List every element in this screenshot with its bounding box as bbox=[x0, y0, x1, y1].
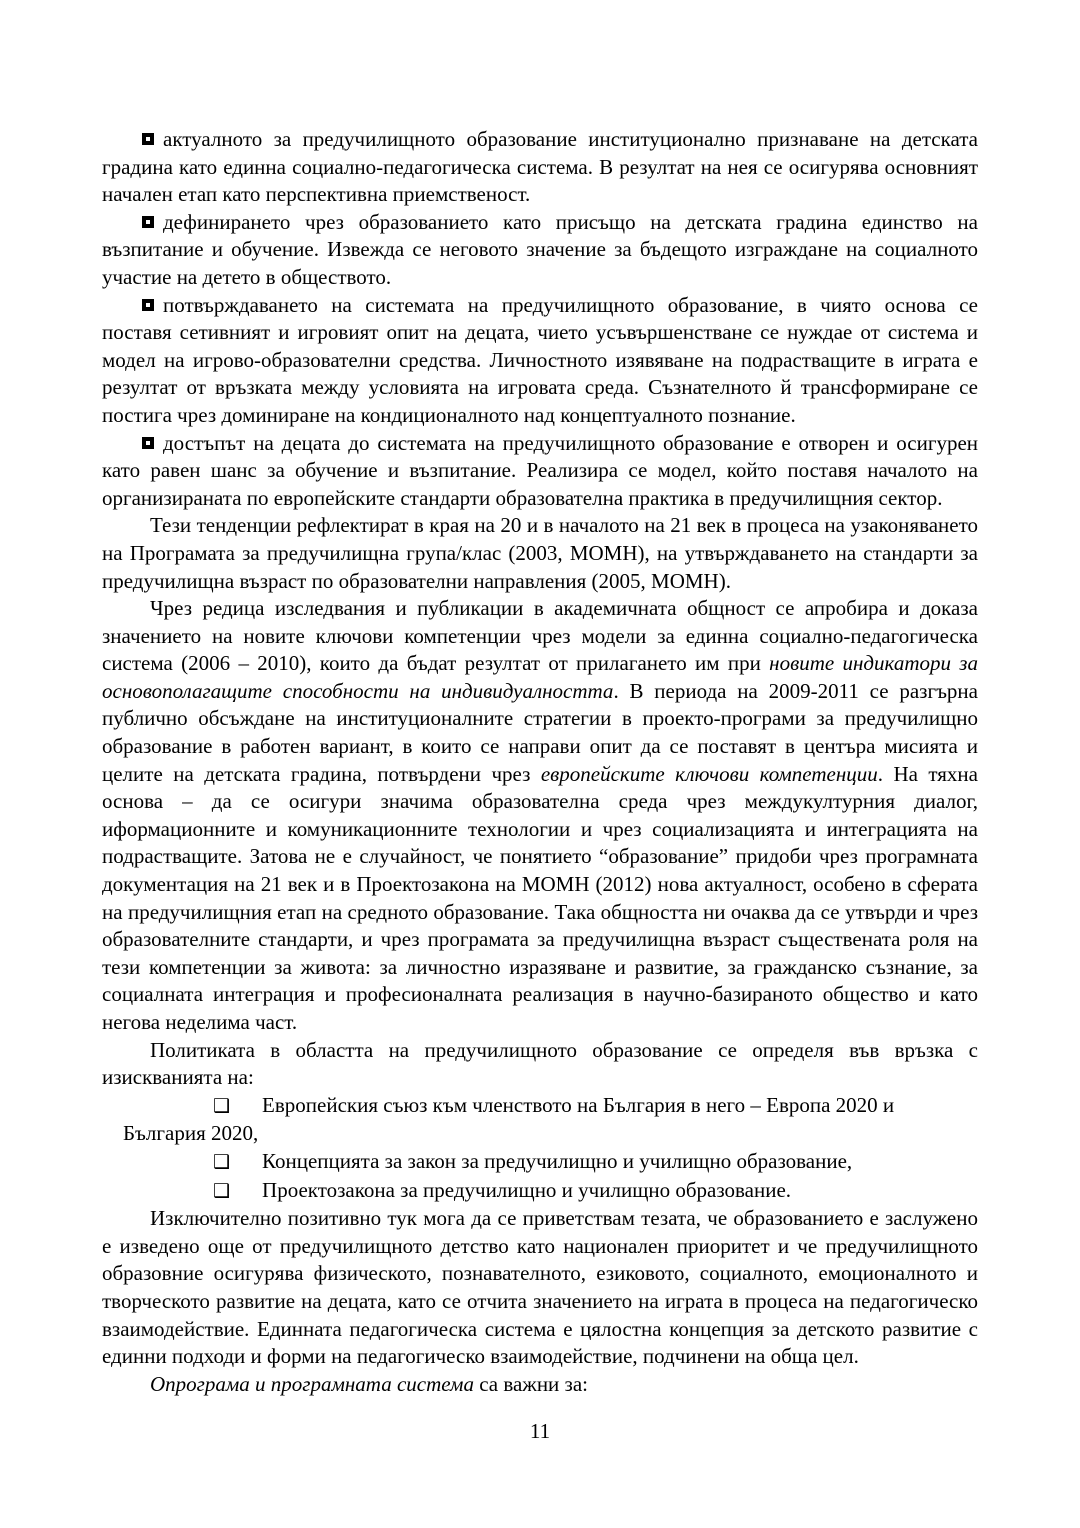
paragraph bbox=[102, 126, 978, 209]
square-bullet-icon bbox=[142, 133, 154, 145]
text-run: Чрез редица изследвания и публикации в академичната общност се апробира и доказа значението на новите ключови компетенции чрез модели за единна социално-педагогическа система (2006 – 2010), които да бъдат резултат от прилагането им при bbox=[102, 596, 978, 676]
list-item bbox=[102, 1092, 978, 1148]
square-bullet-icon bbox=[142, 437, 154, 449]
text-run: Изключително позитивно тук мога да се приветствам тезата, че образованието е заслужено е изведено още от предучилищното детство като национален приоритет и че предучилищното образовние осигурява физическото, познавателното, езиковото, социалното, емоционалното и творческото развитие на децата, като се отчита значението на играта в процеса на педагогическо взаимодействие. Единната педагогическа система е цялостна концепция за детското развитие с единни подходи и форми на педагогическо взаимодействие, подчинени на обща цел. bbox=[102, 1206, 978, 1369]
text-run: актуалното за предучилищното образование институционално признаване на детската градина като единна социално-педагогическа система. В резултат на нея се осигурява основният начален етап като перспективна приемственост. bbox=[102, 127, 978, 207]
paragraph bbox=[102, 1371, 978, 1399]
text-run: Опрограма и програмната система bbox=[150, 1371, 474, 1396]
checkbox-bullet-icon: ❑ bbox=[213, 1150, 231, 1173]
text-run: достъпът на децата до системата на предучилищното образование е отворен и осигурен като равен шанс за обучение и възпитание. Реализира се модел, който поставя началото на организираната по европейските стандарти образователна практика в предучилищния сектор. bbox=[102, 430, 978, 510]
paragraph bbox=[102, 292, 978, 430]
paragraph bbox=[102, 1037, 978, 1092]
list-item bbox=[102, 1177, 978, 1206]
paragraph bbox=[102, 595, 978, 1037]
square-bullet-icon bbox=[142, 216, 154, 228]
text-run: потвърждаването на системата на предучилищното образование, в чиято основа се поставя сетивният и игровият опит на децата, чието усъвършенстване се нуждае от система и модел на игрово-образователни средства. Личностното изявяване на подрастващите в играта е резултат от връзката между условията на игровата среда. Съзнателното й трансформиране се постига чрез доминиране на кондиционалното над концептуалното познание. bbox=[102, 292, 978, 427]
text-run: новите индикатори за основополагащите способности на индивидуалността bbox=[102, 651, 978, 703]
paragraph bbox=[102, 209, 978, 292]
paragraph bbox=[102, 512, 978, 595]
list-item-text: Концепцията за закон за предучилищно и училищно образование, bbox=[262, 1148, 853, 1173]
text-run: . На тяхна основа – да се осигури значима образователна среда чрез междукултурния диалог, иформационните и комуникационните технологии и чрез социализацията и интеграцията на подрастващите. Затова не е случайност, че понятието “образование” придоби чрез програмната документация на 21 век и в Проектозакона на МОМН (2012) нова актуалност, особено в сферата на предучилищния етап на средното образование. Така общността ни очаква да се утвърди и чрез образователните стандарти, и чрез програмата за предучилищна възраст съществената роля на тези компетенции за живота: за личностно изразяване и развитие, за гражданско съзнание, за социалната интеграция и професионалната реализация в научно-базираното общество и като негова неделима част. bbox=[102, 761, 978, 1034]
text-run: европейските ключови компетенции bbox=[540, 761, 878, 786]
list-item-text: Европейския съюз към членството на България в него – Европа 2020 и bbox=[262, 1092, 895, 1117]
list-item bbox=[102, 1148, 978, 1177]
text-run: са важни за: bbox=[473, 1371, 588, 1396]
text-run: Тези тенденции рефлектират в края на 20 и в началото на 21 век в процеса на узаконяването на Програмата за предучилищна група/клас (2003, МОМН), на утвърждаването на стандарти за предучилищна възраст по образователни направления (2005, МОМН). bbox=[102, 513, 978, 593]
text-run: . В периода на 2009-2011 се разгърна публично обсъждане на институционалните стратегии в проекто-програми за предучилищно образование в работен вариант, в които се направи опит да се поставят в центъра мисията и целите на детската градина, потвърдени чрез bbox=[102, 678, 978, 786]
list-item-text: България 2020, bbox=[123, 1121, 259, 1146]
list-item-text: Проектозакона за предучилищно и училищно образование. bbox=[262, 1177, 792, 1202]
document-body bbox=[102, 126, 978, 1398]
text-run: Политиката в областта на предучилищното образование се определя във връзка с изискванията на: bbox=[102, 1037, 978, 1090]
checkbox-bullet-icon: ❑ bbox=[213, 1179, 231, 1202]
checkbox-bullet-icon: ❑ bbox=[213, 1094, 231, 1117]
text-run: дефинирането чрез образованието като присъщо на детската градина единство на възпитание и обучение. Извежда се неговото значение за бъдещото изграждане на социалното участие на детето в обществото. bbox=[102, 209, 978, 289]
page-number: 11 bbox=[529, 1419, 551, 1443]
paragraph bbox=[102, 1205, 978, 1371]
paragraph bbox=[102, 430, 978, 513]
square-bullet-icon bbox=[142, 299, 154, 311]
